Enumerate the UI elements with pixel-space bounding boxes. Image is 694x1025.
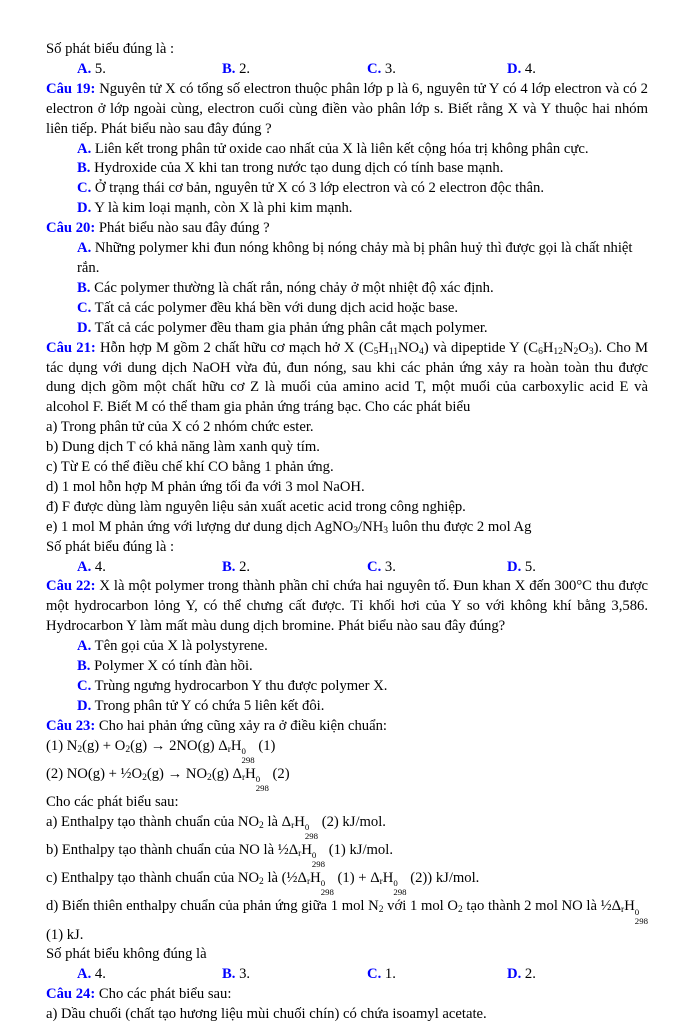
- answer-option-value-q18-answers-2: 3.: [384, 60, 396, 77]
- stacked-sup-sub: 0 298: [304, 822, 319, 842]
- stacked-sup-sub: 0 298: [241, 745, 255, 765]
- answer-option-letter-q18-answers-3: D.: [507, 60, 522, 77]
- stacked-sup-sub: 0 298: [311, 850, 326, 870]
- subscript: 4: [419, 346, 424, 357]
- subscript: r: [306, 877, 311, 888]
- text-line-q18-count-prompt: Số phát biểu đúng là :: [46, 41, 175, 57]
- answer-option-value-q21-answers-3: 5.: [524, 558, 536, 575]
- choice-letter-q20-b: B.: [77, 279, 91, 296]
- answer-option-q18-answers-2: [367, 60, 507, 80]
- choice-q20-c: [46, 299, 648, 319]
- subscript: r: [298, 849, 302, 860]
- text-line-q23-stmt-d: d) Biến thiên enthalpy chuẩn của phản ứng giữa 1 mol $N_2$ với 1 mol $O_2$ tạo thành 2 mol NO là $\frac{1}{2}\Delta_rH$ 0 298 (1) kJ.: [46, 898, 648, 943]
- choice-letter-q19-b: B.: [77, 160, 91, 177]
- subscript: r: [241, 772, 246, 783]
- answer-option-value-q21-answers-1: 2.: [239, 558, 251, 575]
- answer-option-letter-q23-answers-3: D.: [507, 966, 522, 983]
- question-heading-q23: [46, 717, 648, 737]
- choice-text-q19-a: Liên kết trong phân tử oxide cao nhất của X là liên kết cộng hóa trị không phân cực.: [94, 140, 589, 157]
- question-number-label-q24: Câu 24:: [46, 986, 96, 1003]
- choice-text-q19-d: Y là kim loại mạnh, còn X là phi kim mạnh.: [94, 200, 353, 217]
- answer-option-q21-answers-0: [77, 558, 222, 578]
- text-line-q21-stmt-e: e) 1 mol M phản ứng với lượng dư dung dịch $AgNO_3/NH_3$ luôn thu được 2 mol Ag: [46, 518, 532, 536]
- choice-text-q22-c: Trùng ngưng hydrocarbon Y thu được polymer X.: [94, 678, 388, 694]
- answer-options-row-q23-answers: [46, 965, 648, 985]
- text-line-q23-stmt-b: b) Enthalpy tạo thành chuẩn của NO là $\frac{1}{2}\Delta_rH$ 0 298 (1) kJ/mol.: [46, 842, 393, 870]
- choice-text-q22-b: Polymer X có tính đàn hồi.: [94, 658, 253, 675]
- question-number-label-q19: Câu 19:: [46, 80, 96, 97]
- subscript: 2: [77, 744, 83, 755]
- subscript: r: [291, 821, 295, 832]
- text-line-q23-equation-1: (1) $N_2(g) + O_2(g) \to 2NO(g)$ $\Delta_rH$ 0 298 (1): [46, 737, 276, 765]
- choice-text-q19-c: Ở trạng thái cơ bản, nguyên tử X có 3 lớp electron và có 2 electron độc thân.: [94, 180, 544, 197]
- choice-letter-q22-b: B.: [77, 658, 91, 675]
- stacked-sup-sub: 0 298: [255, 774, 269, 794]
- subscript: 5: [373, 346, 379, 357]
- question-heading-q24: [46, 985, 648, 1005]
- choice-text-q20-d: Tất cả các polymer đều tham gia phản ứng phân cắt mạch polymer.: [94, 319, 488, 336]
- text-line-q21-stmt-c: c) Từ E có thể điều chế khí CO bằng 1 phản ứng.: [46, 459, 334, 476]
- stacked-sup-sub: 0 298: [393, 878, 407, 898]
- question-number-label-q23: Câu 23:: [46, 717, 96, 734]
- choice-text-q20-a: Những polymer khi đun nóng không bị nóng chảy mà bị phân huỷ thì được gọi là chất nhiệt rắn.: [77, 240, 633, 276]
- subscript: r: [227, 744, 231, 755]
- answer-option-letter-q21-answers-2: C.: [367, 558, 382, 575]
- answer-option-value-q23-answers-0: 4.: [94, 966, 106, 983]
- answer-option-q23-answers-3: [507, 965, 536, 985]
- answer-option-value-q21-answers-0: 4.: [94, 558, 106, 575]
- stacked-sup-sub: 0 298: [320, 878, 334, 898]
- answer-option-q21-answers-3: [507, 558, 536, 578]
- answer-option-q23-answers-1: [222, 965, 367, 985]
- subscript: 11: [388, 346, 398, 357]
- answer-option-q18-answers-0: [77, 60, 222, 80]
- answer-option-q21-answers-2: [367, 558, 507, 578]
- choice-letter-q20-a: A.: [77, 240, 92, 257]
- answer-option-q18-answers-1: [222, 60, 367, 80]
- answer-option-q23-answers-0: [77, 965, 222, 985]
- answer-option-q21-answers-1: [222, 558, 367, 578]
- answer-option-value-q23-answers-3: 2.: [524, 966, 536, 983]
- answer-option-q18-answers-3: [507, 60, 536, 80]
- subscript: r: [379, 877, 383, 888]
- question-heading-q20: [46, 219, 648, 239]
- choice-q22-d: [46, 697, 648, 717]
- choice-letter-q22-c: C.: [77, 678, 92, 694]
- subscript: 6: [538, 346, 543, 357]
- text-line-q23-stmt-c: c) Enthalpy tạo thành chuẩn của $NO_2$ là ($\frac{1}{2}\Delta_rH$ 0 298 $(1) + \Delta_rH$ 0 298 (2)) kJ/mol.: [46, 870, 480, 898]
- text-line-q23-stmt-a: a) Enthalpy tạo thành chuẩn của $NO_2$ là $\Delta_rH$ 0 298 (2) kJ/mol.: [46, 813, 386, 842]
- text-line-q21-count-prompt: Số phát biểu đúng là :: [46, 538, 175, 555]
- choice-q19-c: [46, 179, 648, 199]
- choice-q20-d: [46, 319, 648, 339]
- choice-q20-a: [46, 239, 648, 279]
- subscript: 12: [553, 346, 563, 357]
- answer-option-value-q18-answers-0: 5.: [94, 60, 106, 77]
- choice-q19-b: [46, 159, 648, 179]
- choice-q20-b: [46, 279, 648, 299]
- choice-text-q20-b: Các polymer thường là chất rắn, nóng chảy ở một nhiệt độ xác định.: [94, 279, 494, 296]
- text-line-q21-stmt-b: b) Dung dịch T có khả năng làm xanh quỳ tím.: [46, 439, 320, 456]
- question-heading-q21: [46, 339, 648, 419]
- question-text-q24: Cho các phát biểu sau:: [98, 986, 232, 1003]
- answer-option-value-q21-answers-2: 3.: [384, 558, 396, 575]
- subscript: 3: [588, 346, 594, 357]
- choice-letter-q20-d: D.: [77, 319, 92, 336]
- question-text-q20: Phát biểu nào sau đây đúng ?: [98, 220, 270, 237]
- text-line-q21-stmt-a: a) Trong phân tử của X có 2 nhóm chức ester.: [46, 419, 314, 436]
- answer-options-row-q21-answers: [46, 558, 648, 578]
- answer-option-letter-q18-answers-2: C.: [367, 60, 382, 77]
- answer-option-q23-answers-2: [367, 965, 507, 985]
- choice-text-q20-c: Tất cả các polymer đều khá bền với dung dịch acid hoặc base.: [94, 299, 459, 316]
- subscript: 3: [383, 525, 389, 536]
- choice-letter-q19-c: C.: [77, 180, 92, 197]
- question-heading-q22: [46, 577, 648, 637]
- answer-option-letter-q21-answers-3: D.: [507, 558, 522, 575]
- choice-letter-q22-a: A.: [77, 638, 92, 655]
- choice-q19-d: [46, 199, 648, 219]
- question-text-q19: Nguyên tử X có tổng số electron thuộc phân lớp p là 6, nguyên tử Y có 4 lớp electron và có 2 electron ở lớp ngoài cùng, electron cuối cùng điền vào phân lớp s. Biết rằng X và Y thuộc hai nhóm liên tiếp. Phát biểu nào sau đây đúng ?: [46, 80, 649, 137]
- subscript: 2: [378, 905, 384, 916]
- question-heading-q19: [46, 80, 648, 140]
- subscript: 3: [353, 525, 359, 536]
- subscript: 2: [259, 821, 264, 832]
- choice-letter-q22-d: D.: [77, 697, 92, 714]
- subscript: 2: [125, 744, 131, 755]
- answer-option-letter-q23-answers-1: B.: [222, 966, 236, 983]
- subscript: 2: [259, 877, 264, 888]
- choice-q22-a: [46, 637, 648, 657]
- choice-q19-a: [46, 140, 648, 160]
- text-line-q21-stmt-dd: đ) F được dùng làm nguyên liệu sản xuất acetic acid trong công nghiệp.: [46, 498, 466, 515]
- question-number-label-q20: Câu 20:: [46, 220, 96, 237]
- subscript: 2: [573, 346, 579, 357]
- subscript: r: [621, 905, 625, 916]
- text-line-q23-equation-2: (2) $NO(g) + \frac{1}{2}O_2(g) \to NO_2(g)$ $\Delta_rH$ 0 298 (2): [46, 765, 290, 794]
- answer-option-value-q23-answers-1: 3.: [239, 966, 251, 983]
- answer-option-value-q18-answers-1: 2.: [239, 60, 251, 77]
- answer-option-letter-q21-answers-1: B.: [222, 558, 236, 575]
- answer-option-value-q18-answers-3: 4.: [524, 60, 536, 77]
- answer-option-letter-q18-answers-0: A.: [77, 60, 92, 77]
- answer-option-letter-q21-answers-0: A.: [77, 558, 92, 575]
- choice-letter-q20-c: C.: [77, 299, 92, 316]
- choice-text-q22-d: Trong phân tử Y có chứa 5 liên kết đôi.: [94, 697, 325, 714]
- choice-text-q22-a: Tên gọi của X là polystyrene.: [94, 638, 268, 655]
- question-number-label-q22: Câu 22:: [46, 578, 96, 595]
- choice-q22-c: [46, 677, 648, 697]
- choice-letter-q19-d: D.: [77, 200, 92, 217]
- question-text-q22: X là một polymer trong thành phần chỉ chứa hai nguyên tố. Đun khan X đến 300°C thu được một hydrocarbon lỏng Y, có thể chưng cất được. Tỉ khối hơi của Y so với không khí bằng 3,586. Hydrocarbon Y làm mất màu dung dịch bromine. Phát biểu nào sau đây đúng?: [46, 578, 648, 635]
- question-text-q21: Hỗn hợp M gồm 2 chất hữu cơ mạch hở X $(C_5H_{11}NO_4)$ và dipeptide Y $(C_6H_{12}N_2O_3)$. Cho M tác dụng với dung dịch NaOH vừa đủ, đun nóng, sau khi các phản ứng xảy ra hoàn toàn thu được dung dịch gồm một chất hữu cơ Z là muối của amino acid T, một muối của carboxylic acid E và alcohol F. Biết M có thể tham gia phản ứng tráng bạc. Cho các phát biểu: [46, 339, 648, 416]
- choice-letter-q19-a: A.: [77, 140, 92, 157]
- text-line-q24-stmt-a: a) Dầu chuối (chất tạo hương liệu mùi chuối chín) có chứa isoamyl acetate.: [46, 1006, 487, 1023]
- choice-q22-b: [46, 657, 648, 677]
- question-number-label-q21: Câu 21:: [46, 339, 96, 356]
- answer-option-letter-q18-answers-1: B.: [222, 60, 236, 77]
- subscript: 2: [207, 772, 212, 783]
- subscript: 2: [142, 772, 147, 783]
- stacked-sup-sub: 0 298: [634, 906, 648, 926]
- answer-option-letter-q23-answers-2: C.: [367, 966, 382, 983]
- text-line-q21-stmt-d: d) 1 mol hỗn hợp M phản ứng tối đa với 3 mol NaOH.: [46, 478, 365, 495]
- text-line-q23-count-prompt: Số phát biểu không đúng là: [46, 946, 207, 963]
- subscript: 2: [457, 905, 463, 916]
- question-text-q23: Cho hai phản ứng cũng xảy ra ở điều kiện chuẩn:: [98, 717, 387, 734]
- answer-option-value-q23-answers-2: 1.: [384, 966, 396, 983]
- text-line-q23-intro: Cho các phát biểu sau:: [46, 794, 179, 811]
- answer-options-row-q18-answers: [46, 60, 648, 80]
- answer-option-letter-q23-answers-0: A.: [77, 966, 92, 983]
- choice-text-q19-b: Hydroxide của X khi tan trong nước tạo dung dịch có tính base mạnh.: [94, 160, 504, 177]
